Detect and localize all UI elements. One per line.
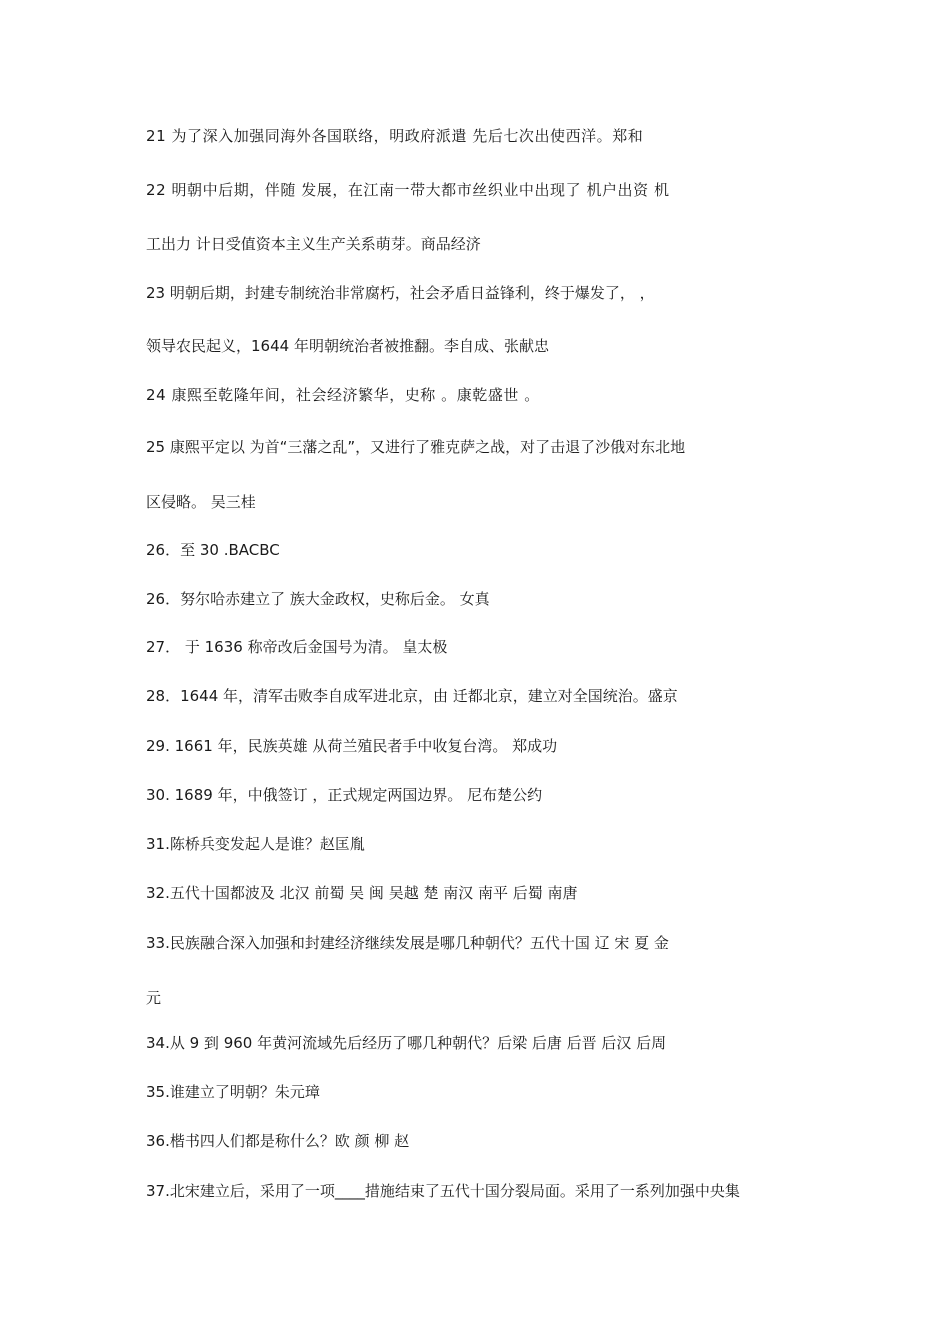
text-line-21: 21 为了深入加强同海外各国联络，明政府派遣 先后七次出使西洋。郑和: [146, 127, 644, 145]
text-line-22: 22 明朝中后期，伴随 发展，在江南一带大都市丝织业中出现了 机户出资 机: [146, 181, 670, 199]
text-line-28: 28．1644 年，清军击败李自成军进北京，由 迁都北京，建立对全国统治。盛京: [146, 687, 678, 705]
text-line-24: 24 康熙至乾隆年间，社会经济繁华，史称 。康乾盛世 。: [146, 386, 540, 404]
text-line-30: 30. 1689 年，中俄签订 ，正式规定两国边界。 尼布楚公约: [146, 786, 543, 804]
text-line-25-cont: 区侵略。 吴三桂: [146, 493, 256, 511]
text-line-37: 37.北宋建立后，采用了一项____措施结束了五代十国分裂局面。采用了一系列加强中央集: [146, 1182, 740, 1200]
text-line-32: 32.五代十国都波及 北汉 前蜀 吴 闽 吴越 楚 南汉 南平 后蜀 南唐: [146, 884, 578, 902]
text-line-33-cont: 元: [146, 989, 162, 1007]
text-line-35: 35.谁建立了明朝？朱元璋: [146, 1083, 320, 1101]
text-line-34: 34.从 9 到 960 年黄河流域先后经历了哪几种朝代？后梁 后唐 后晋 后汉 后周: [146, 1034, 667, 1052]
text-line-36: 36.楷书四人们都是称什么？欧 颜 柳 赵: [146, 1132, 410, 1150]
text-line-25: 25 康熙平定以 为首“三藩之乱”，又进行了雅克萨之战，对了击退了沙俄对东北地: [146, 438, 686, 456]
text-line-27: 27． 于 1636 称帝改后金国号为清。 皇太极: [146, 638, 448, 656]
text-line-31: 31.陈桥兵变发起人是谁？赵匡胤: [146, 835, 365, 853]
text-line-33: 33.民族融合深入加强和封建经济继续发展是哪几种朝代？五代十国 辽 宋 夏 金: [146, 934, 669, 952]
text-line-26: 26．努尔哈赤建立了 族大金政权，史称后金。 女真: [146, 590, 490, 608]
text-line-22-cont: 工出力 计日受值资本主义生产关系萌芽。商品经济: [146, 235, 481, 253]
text-line-23-cont: 领导农民起义，1644 年明朝统治者被推翻。李自成、张献忠: [146, 337, 549, 355]
text-line-26-range: 26．至 30 .BACBC: [146, 541, 280, 559]
text-line-29: 29. 1661 年，民族英雄 从荷兰殖民者手中收复台湾。 郑成功: [146, 737, 558, 755]
text-line-23: 23 明朝后期，封建专制统治非常腐朽，社会矛盾日益锋利，终于爆发了， ，: [146, 284, 655, 302]
